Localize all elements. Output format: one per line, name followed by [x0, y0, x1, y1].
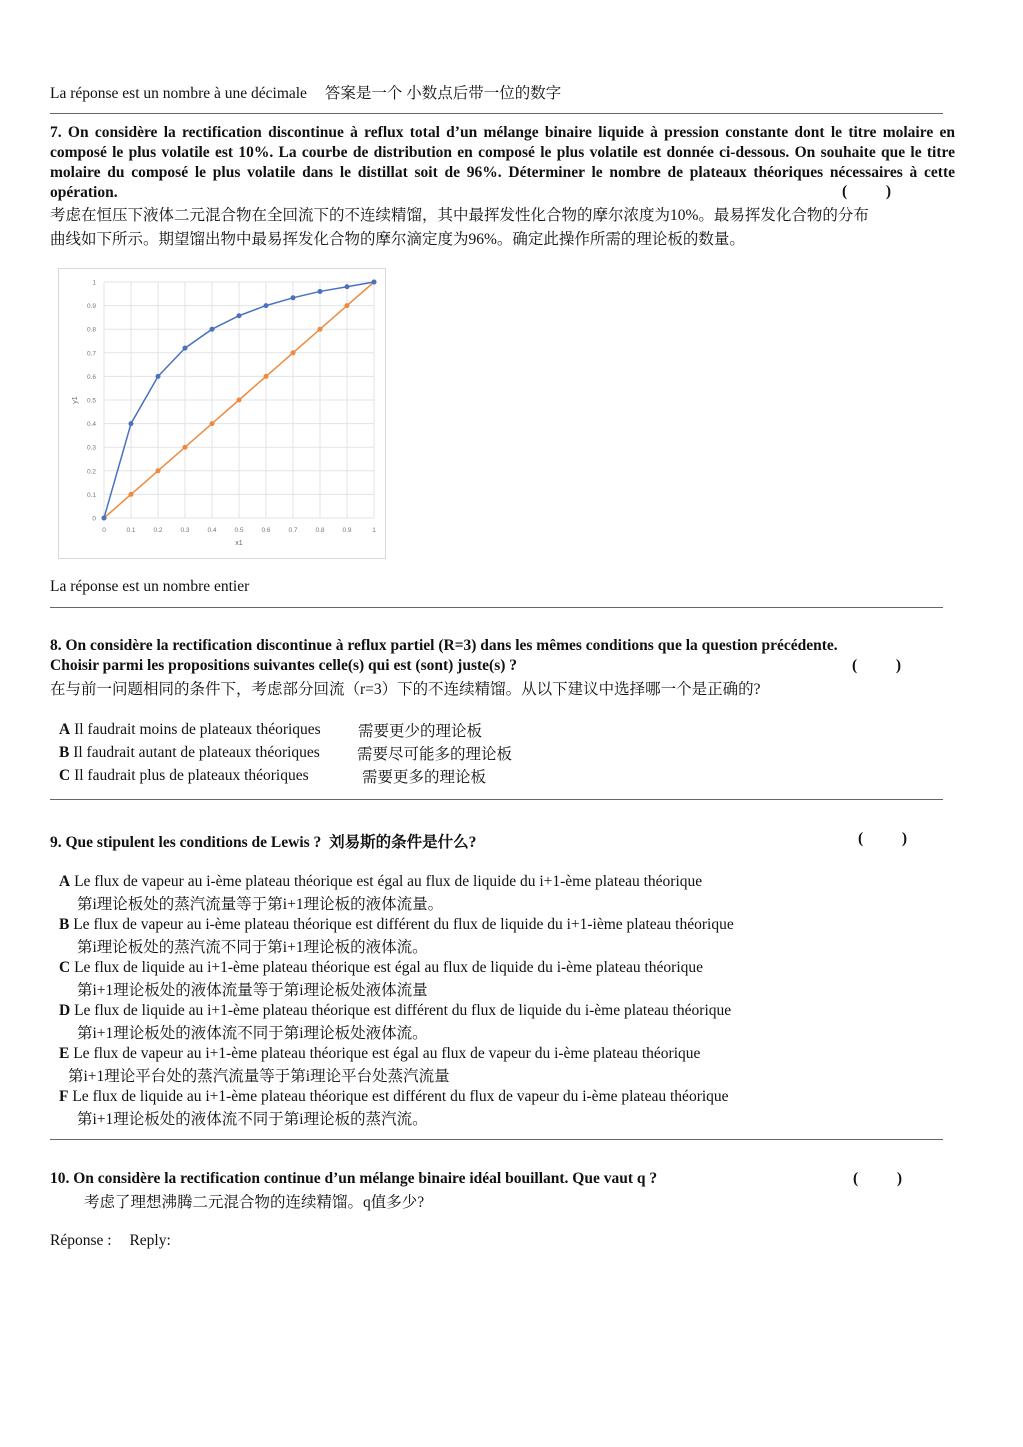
y-tick-label: 0.9: [86, 303, 96, 311]
q10-answer-blank[interactable]: ( ): [853, 1170, 903, 1187]
option-fr: Le flux de liquide au i+1-ème plateau théorique est différent du flux de liquide du i-ème plateau théorique: [74, 1002, 732, 1019]
q8-question-line2: Choisir parmi les propositions suivantes celle(s) qui est (sont) juste(s) ?: [50, 657, 518, 674]
data-point-diagonal: [129, 492, 134, 497]
divider: [50, 607, 943, 608]
option-letter: B: [59, 744, 70, 761]
y-tick-label: 1: [92, 279, 96, 287]
q9-option-b-zh: 第i理论板处的蒸汽流不同于第i+1理论板的液体流。: [77, 939, 428, 956]
q9-title-zh: 刘易斯的条件是什么?: [329, 834, 477, 851]
option-fr: Il faudrait plus de plateaux théoriques: [74, 767, 309, 784]
q6-answer-note: [50, 81, 561, 103]
q9-answer-blank[interactable]: ( ): [858, 830, 908, 847]
q9-option-f-zh: 第i+1理论板处的液体流不同于第i理论板的蒸汽流。: [77, 1111, 428, 1128]
divider: [50, 113, 943, 114]
option-letter: C: [59, 959, 71, 976]
data-point-diagonal: [264, 374, 269, 379]
q9-option-b[interactable]: [59, 914, 734, 935]
chart-svg: [59, 269, 385, 558]
option-letter: E: [59, 1045, 70, 1062]
option-letter: D: [59, 1002, 71, 1019]
y-tick-label: 0.1: [86, 491, 96, 499]
data-point-equilibrium: [237, 313, 242, 318]
q8-option-b[interactable]: [59, 742, 320, 763]
option-letter: B: [59, 916, 70, 933]
q9-option-d-zh: 第i+1理论板处的液体流不同于第i理论板处液体流。: [77, 1025, 428, 1042]
option-fr: Le flux de vapeur au i-ème plateau théorique est différent du flux de liquide du i+1-ième plateau théorique: [73, 916, 734, 933]
data-point-equilibrium: [210, 327, 215, 332]
option-fr: Le flux de vapeur au i-ème plateau théorique est égal au flux de liquide du i+1-ème plateau théorique: [74, 873, 703, 890]
x-tick-label: 0.7: [288, 527, 298, 534]
q9-option-e-zh: 第i+1理论平台处的蒸汽流量等于第i理论平台处蒸汽流量: [68, 1068, 450, 1085]
q9-question: [50, 830, 476, 852]
x-tick-label: 0.5: [234, 527, 244, 534]
data-point-equilibrium: [129, 421, 134, 426]
option-letter: A: [59, 873, 71, 890]
x-tick-label: 0.4: [207, 527, 217, 534]
x-tick-label: 0.3: [180, 527, 190, 534]
q8-answer-blank[interactable]: ( ): [852, 657, 902, 674]
q8-option-a-zh: 需要更少的理论板: [358, 723, 483, 740]
q9-option-d[interactable]: [59, 1000, 731, 1021]
q8-question-zh: 在与前一问题相同的条件下，考虑部分回流（r=3）下的不连续精馏。从以下建议中选择哪一个是正确的?: [50, 681, 761, 698]
q9-option-e[interactable]: [59, 1043, 700, 1064]
q9-option-c[interactable]: [59, 957, 703, 978]
distribution-curve-chart: [58, 268, 386, 559]
data-point-diagonal: [156, 468, 161, 473]
answer-note-fr: La réponse est un nombre à une décimale: [50, 85, 307, 102]
q7-question-zh-2: 曲线如下所示。期望馏出物中最易挥发化合物的摩尔滴定度为96%。确定此操作所需的理论板的数量。: [50, 231, 745, 248]
x-tick-label: 0.1: [126, 527, 136, 534]
x-tick-label: 0.6: [261, 527, 271, 534]
q7-question: 7. On considère la rectification discontinue à reflux total d’un mélange binaire liquide à pression constante dont le titre molaire en composé le plus volatile est 10%. La courbe de distribution en composé le plus volatile est donnée ci-dessous. On souhaite que le titre molaire du composé le plus volatile dans le distillat soit de 96%. Déterminer le nombre de plateaux théoriques nécessaires à cette opération.: [50, 124, 955, 201]
y-tick-label: 0.7: [86, 350, 96, 358]
data-point-diagonal: [237, 398, 242, 403]
y-tick-label: 0.6: [86, 373, 96, 381]
y-tick-label: 0.3: [86, 444, 96, 452]
reponse-label: Réponse :: [50, 1232, 112, 1249]
data-point-equilibrium: [291, 295, 296, 300]
option-fr: Le flux de vapeur au i+1-ème plateau théorique est égal au flux de vapeur du i-ème plateau théorique: [73, 1045, 701, 1062]
data-point-equilibrium: [318, 289, 323, 294]
q8-option-c-zh: 需要更多的理论板: [362, 769, 487, 786]
answer-note-zh: 答案是一个 小数点后带一位的数字: [324, 85, 562, 102]
option-fr: Le flux de liquide au i+1-ème plateau théorique est différent du flux de vapeur du i-ème plateau théorique: [72, 1088, 729, 1105]
data-point-diagonal: [210, 421, 215, 426]
x-tick-label: 0.2: [153, 527, 163, 534]
q9-option-a[interactable]: [59, 871, 702, 892]
data-point-diagonal: [291, 350, 296, 355]
data-point-equilibrium: [345, 284, 350, 289]
q10-response: [50, 1232, 171, 1250]
q7-question-zh-1: 考虑在恒压下液体二元混合物在全回流下的不连续精馏，其中最挥发性化合物的摩尔浓度为10%。最易挥发化合物的分布: [50, 207, 869, 224]
option-letter: C: [59, 767, 71, 784]
data-point-equilibrium: [102, 516, 107, 521]
q9-option-c-zh: 第i+1理论板处的液体流量等于第i理论板处液体流量: [77, 982, 428, 999]
option-letter: A: [59, 721, 71, 738]
q8-option-c[interactable]: [59, 765, 309, 786]
data-point-equilibrium: [372, 280, 377, 285]
option-fr: Le flux de liquide au i+1-ème plateau théorique est égal au flux de liquide du i-ème plateau théorique: [74, 959, 704, 976]
divider: [50, 799, 943, 800]
data-point-equilibrium: [264, 303, 269, 308]
divider: [50, 1139, 943, 1140]
y-tick-label: 0.5: [86, 397, 96, 405]
q7-answer-blank[interactable]: ( ): [842, 183, 892, 200]
x-tick-label: 0.9: [342, 527, 352, 534]
q9-option-a-zh: 第i理论板处的蒸汽流量等于第i+1理论板的液体流量。: [77, 896, 444, 913]
q10-question-zh: 考虑了理想沸腾二元混合物的连续精馏。q值多少?: [84, 1194, 425, 1211]
option-fr: Il faudrait moins de plateaux théoriques: [74, 721, 321, 738]
q10-question: 10. On considère la rectification continue d’un mélange binaire idéal bouillant. Que vaut q ?: [50, 1170, 658, 1187]
y-tick-label: 0: [92, 515, 96, 523]
x-tick-label: 1: [372, 527, 376, 534]
x-axis-label: x1: [235, 540, 243, 547]
data-point-diagonal: [345, 303, 350, 308]
y-tick-label: 0.8: [86, 326, 96, 334]
data-point-equilibrium: [183, 346, 188, 351]
x-tick-label: 0: [102, 527, 106, 534]
q7-answer-note: La réponse est un nombre entier: [50, 578, 250, 595]
q8-option-b-zh: 需要尽可能多的理论板: [357, 746, 513, 763]
y-axis-label: y1: [72, 396, 79, 404]
q9-title-fr: 9. Que stipulent les conditions de Lewis ?: [50, 834, 322, 851]
q8-option-a[interactable]: [59, 719, 321, 740]
y-tick-label: 0.2: [86, 468, 96, 476]
data-point-diagonal: [183, 445, 188, 450]
data-point-equilibrium: [156, 374, 161, 379]
x-tick-label: 0.8: [315, 527, 325, 534]
y-tick-label: 0.4: [86, 421, 96, 429]
reply-label[interactable]: Reply:: [129, 1232, 171, 1249]
option-letter: F: [59, 1088, 69, 1105]
data-point-diagonal: [318, 327, 323, 332]
option-fr: Il faudrait autant de plateaux théoriques: [73, 744, 320, 761]
q8-question-line1: 8. On considère la rectification discontinue à reflux partiel (R=3) dans les mêmes conditions que la question précédente.: [50, 637, 838, 654]
q9-option-f[interactable]: [59, 1086, 729, 1107]
